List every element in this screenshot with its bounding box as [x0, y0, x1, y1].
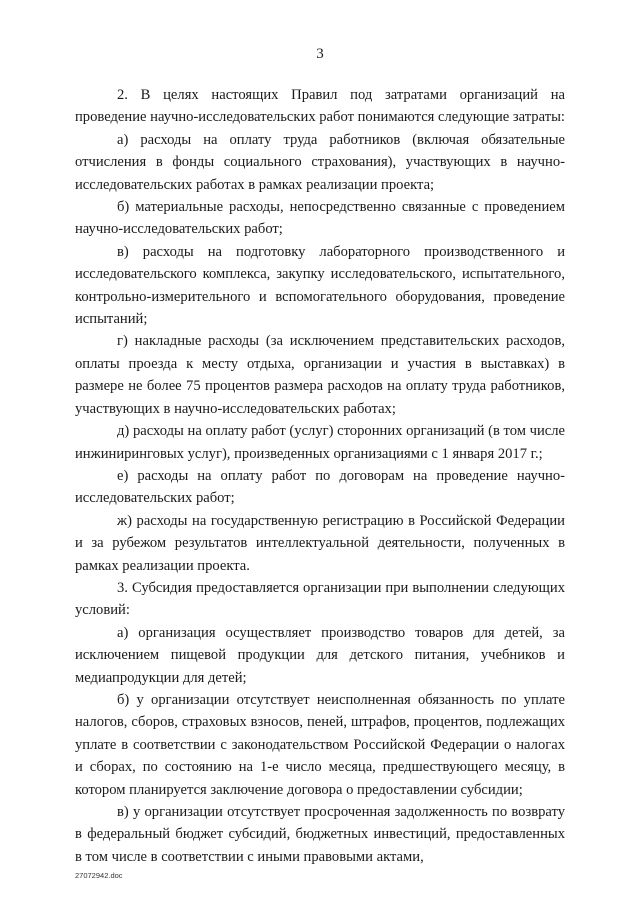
paragraph-3-intro: 3. Субсидия предоставляется организации при выполнении следующих условий: [75, 579, 565, 619]
paragraph-2g: г) накладные расходы (за исключением представительских расходов, оплаты проезда к месту отдыха, организации и участия в выставках) в размере не более 75 процентов размера расходов на оплату труда работников, участвующих в научно-исследовательских работах; [75, 333, 565, 417]
paragraph-2b: б) материальные расходы, непосредственно связанные с проведением научно-исследовательских работ; [75, 199, 565, 238]
paragraph-3v: в) у организации отсутствует просроченная задолженность по возврату в федеральный бюджет субсидий, бюджетных инвестиций, предоставленных в том числе в соответствии с иными правовыми актами, [75, 804, 565, 865]
paragraph-3a: а) организация осуществляет производство товаров для детей, за исключением пищевой продукции для детского питания, учебников и медиапродукции для детей; [75, 624, 565, 686]
paragraph-3b: б) у организации отсутствует неисполненная обязанность по уплате налогов, сборов, страховых взносов, пеней, штрафов, процентов, подлежащих уплате в соответствии с законодательством Российской Федерации о налогах и сборах, по состоянию на 1-е число месяца, предшествующего месяцу, в котором планируется заключение договора о предоставлении субсидии; [75, 691, 565, 798]
paragraph-2d: д) расходы на оплату работ (услуг) сторонних организаций (в том числе инжиниринговых услуг), произведенных организациями с 1 января 2017 г.; [75, 423, 565, 462]
paragraph-2v: в) расходы на подготовку лабораторного производственного и исследовательского комплекса, закупку исследовательского, испытательного, контрольно-измерительного и вспомогательного оборудования, проведение испытаний; [75, 243, 565, 328]
paragraph-2zh: ж) расходы на государственную регистрацию в Российской Федерации и за рубежом результатов интеллектуальной деятельности, полученных в рамках реализации проекта. [75, 512, 565, 574]
paragraph-2e: е) расходы на оплату работ по договорам на проведение научно-исследовательских работ; [75, 467, 565, 507]
paragraph-2-intro: 2. В целях настоящих Правил под затратами организаций на проведение научно-исследовательских работ понимаются следующие затраты: [75, 87, 565, 126]
document-body [75, 84, 565, 868]
footer-file-code: 27072942.doc [75, 871, 123, 880]
paragraph-2a: а) расходы на оплату труда работников (включая обязательные отчисления в фонды социального страхования), участвующих в научно-исследовательских работах в рамках реализации проекта; [75, 131, 565, 193]
page-number: 3 [316, 46, 324, 62]
